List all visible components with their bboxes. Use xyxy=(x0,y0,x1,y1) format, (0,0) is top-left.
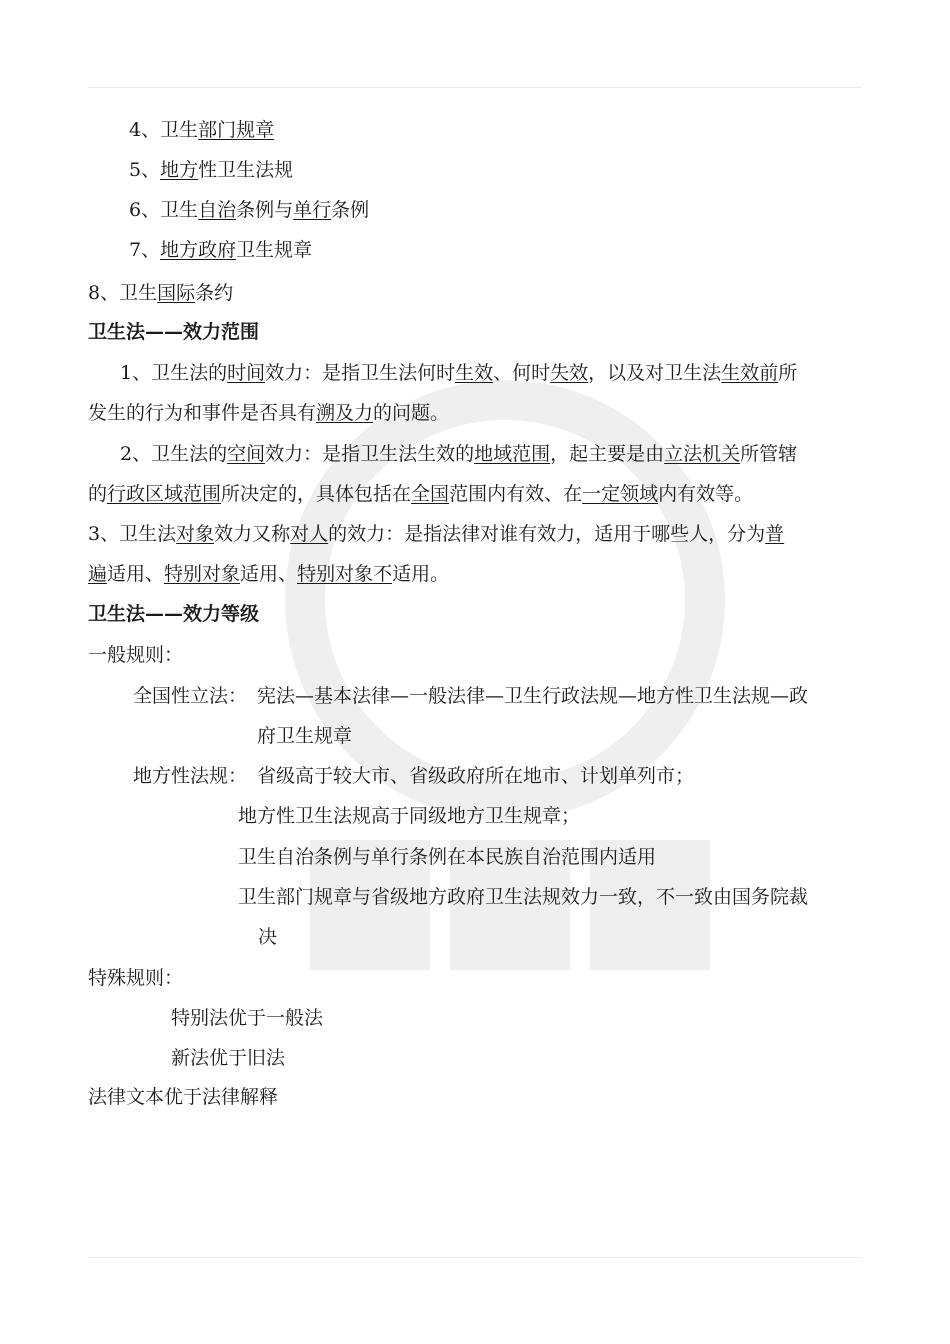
object-validity-line1: 3、卫生法对象效力又称对人的效力：是指法律对谁有效力，适用于哪些人，分为普 xyxy=(88,523,785,545)
list-item-8: 8、卫生国际条约 xyxy=(88,282,234,304)
text-rule: 法律文本优于法律解释 xyxy=(88,1086,279,1108)
scope-heading: 卫生法——效力范围 xyxy=(88,321,260,343)
list-item-4: 4、卫生部门规章 xyxy=(129,119,275,141)
general-rules-label: 一般规则： xyxy=(88,644,184,666)
local-label: 地方性法规： xyxy=(133,765,248,787)
local-line2: 地方性卫生法规高于同级地方卫生规章； xyxy=(238,805,581,827)
national-label: 全国性立法： xyxy=(133,685,248,707)
space-validity-line1: 2、卫生法的空间效力：是指卫生法生效的地域范围，起主要是由立法机关所管辖 xyxy=(120,443,798,465)
list-item-6: 6、卫生自治条例与单行条例 xyxy=(129,199,370,221)
bottom-rule xyxy=(88,1257,862,1258)
time-validity-line2: 发生的行为和事件是否具有溯及力的问题。 xyxy=(88,402,450,424)
time-validity-line1: 1、卫生法的时间效力：是指卫生法何时生效、何时失效，以及对卫生法生效前所 xyxy=(120,362,798,384)
local-line3: 卫生自治条例与单行条例在本民族自治范围内适用 xyxy=(238,846,657,868)
national-line2: 府卫生规章 xyxy=(257,725,353,747)
special-rule-1: 特别法优于一般法 xyxy=(171,1007,324,1029)
special-rules-label: 特殊规则： xyxy=(88,967,184,989)
space-validity-line2: 的行政区域范围所决定的，具体包括在全国范围内有效、在一定领域内有效等。 xyxy=(88,483,754,505)
local-line1: 省级高于较大市、省级政府所在地市、计划单列市； xyxy=(257,765,695,787)
local-line5: 决 xyxy=(258,926,278,948)
special-rule-2: 新法优于旧法 xyxy=(171,1047,286,1069)
object-validity-line2: 遍适用、特别对象适用、特别对象不适用。 xyxy=(88,563,450,585)
level-heading: 卫生法——效力等级 xyxy=(88,603,260,625)
national-line1: 宪法—基本法律—一般法律—卫生行政法规—地方性卫生法规—政 xyxy=(257,685,809,707)
list-item-7: 7、地方政府卫生规章 xyxy=(129,239,313,261)
local-line4: 卫生部门规章与省级地方政府卫生法规效力一致，不一致由国务院裁 xyxy=(238,886,809,908)
top-rule xyxy=(88,87,862,88)
list-item-5: 5、地方性卫生法规 xyxy=(129,159,294,181)
